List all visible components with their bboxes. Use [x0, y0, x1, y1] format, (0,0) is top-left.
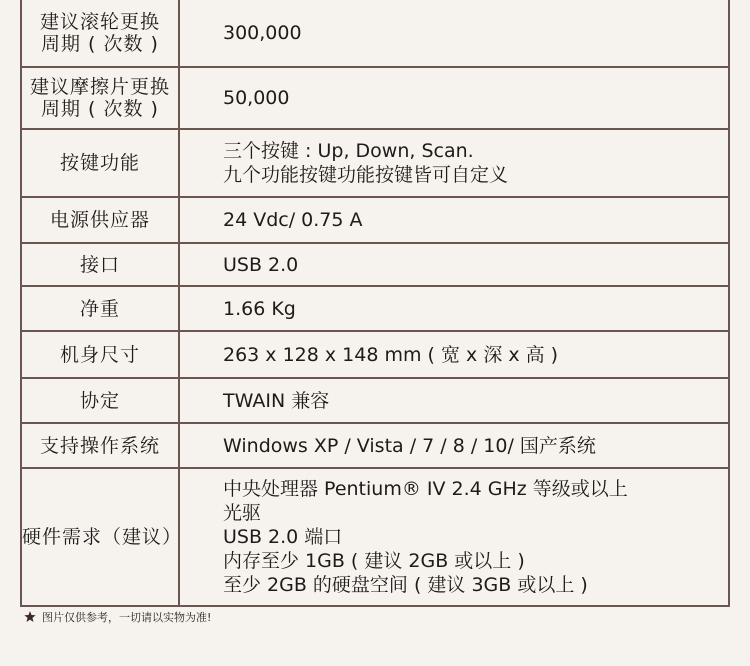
row-label: 建议摩擦片更换 周期 ( 次数 ): [21, 67, 179, 129]
row-label: 建议滚轮更换 周期 ( 次数 ): [21, 0, 179, 67]
row-value: 三个按键 : Up, Down, Scan. 九个功能按键功能按键皆可自定义: [179, 129, 729, 197]
row-label: 接口: [21, 243, 179, 286]
spec-row-friction-pad: [21, 67, 729, 129]
footnote-text: 图片仅供参考，一切请以实物为准!: [42, 611, 212, 624]
row-value: 中央处理器 Pentium® IV 2.4 GHz 等级或以上 光驱 USB 2.0 端口 内存至少 1GB ( 建议 2GB 或以上 ) 至少 2GB 的硬盘空间 ( 建议 3GB 或以上 ): [179, 468, 729, 606]
spec-row-power: [21, 197, 729, 243]
row-label: 硬件需求（建议）: [21, 468, 179, 606]
row-value: 24 Vdc/ 0.75 A: [179, 197, 729, 243]
spec-row-protocol: [21, 378, 729, 423]
row-value: 300,000: [179, 0, 729, 67]
row-value: USB 2.0: [179, 243, 729, 286]
row-label: 电源供应器: [21, 197, 179, 243]
spec-row-os: [21, 423, 729, 468]
spec-row-roller: [21, 0, 729, 67]
spec-row-interface: [21, 243, 729, 286]
spec-row-dimensions: [21, 331, 729, 378]
row-value: 50,000: [179, 67, 729, 129]
footnote: [23, 609, 211, 625]
row-value: 263 x 128 x 148 mm ( 宽 x 深 x 高 ): [179, 331, 729, 378]
row-value: 1.66 Kg: [179, 286, 729, 331]
row-label: 净重: [21, 286, 179, 331]
star-icon: [23, 610, 37, 624]
row-value: Windows XP / Vista / 7 / 8 / 10/ 国产系统: [179, 423, 729, 468]
row-label: 按键功能: [21, 129, 179, 197]
row-label: 支持操作系统: [21, 423, 179, 468]
row-label: 协定: [21, 378, 179, 423]
row-value: TWAIN 兼容: [179, 378, 729, 423]
spec-row-buttons: [21, 129, 729, 197]
row-label: 机身尺寸: [21, 331, 179, 378]
spec-row-weight: [21, 286, 729, 331]
spec-row-hardware: [21, 468, 729, 606]
spec-table: [20, 0, 730, 607]
